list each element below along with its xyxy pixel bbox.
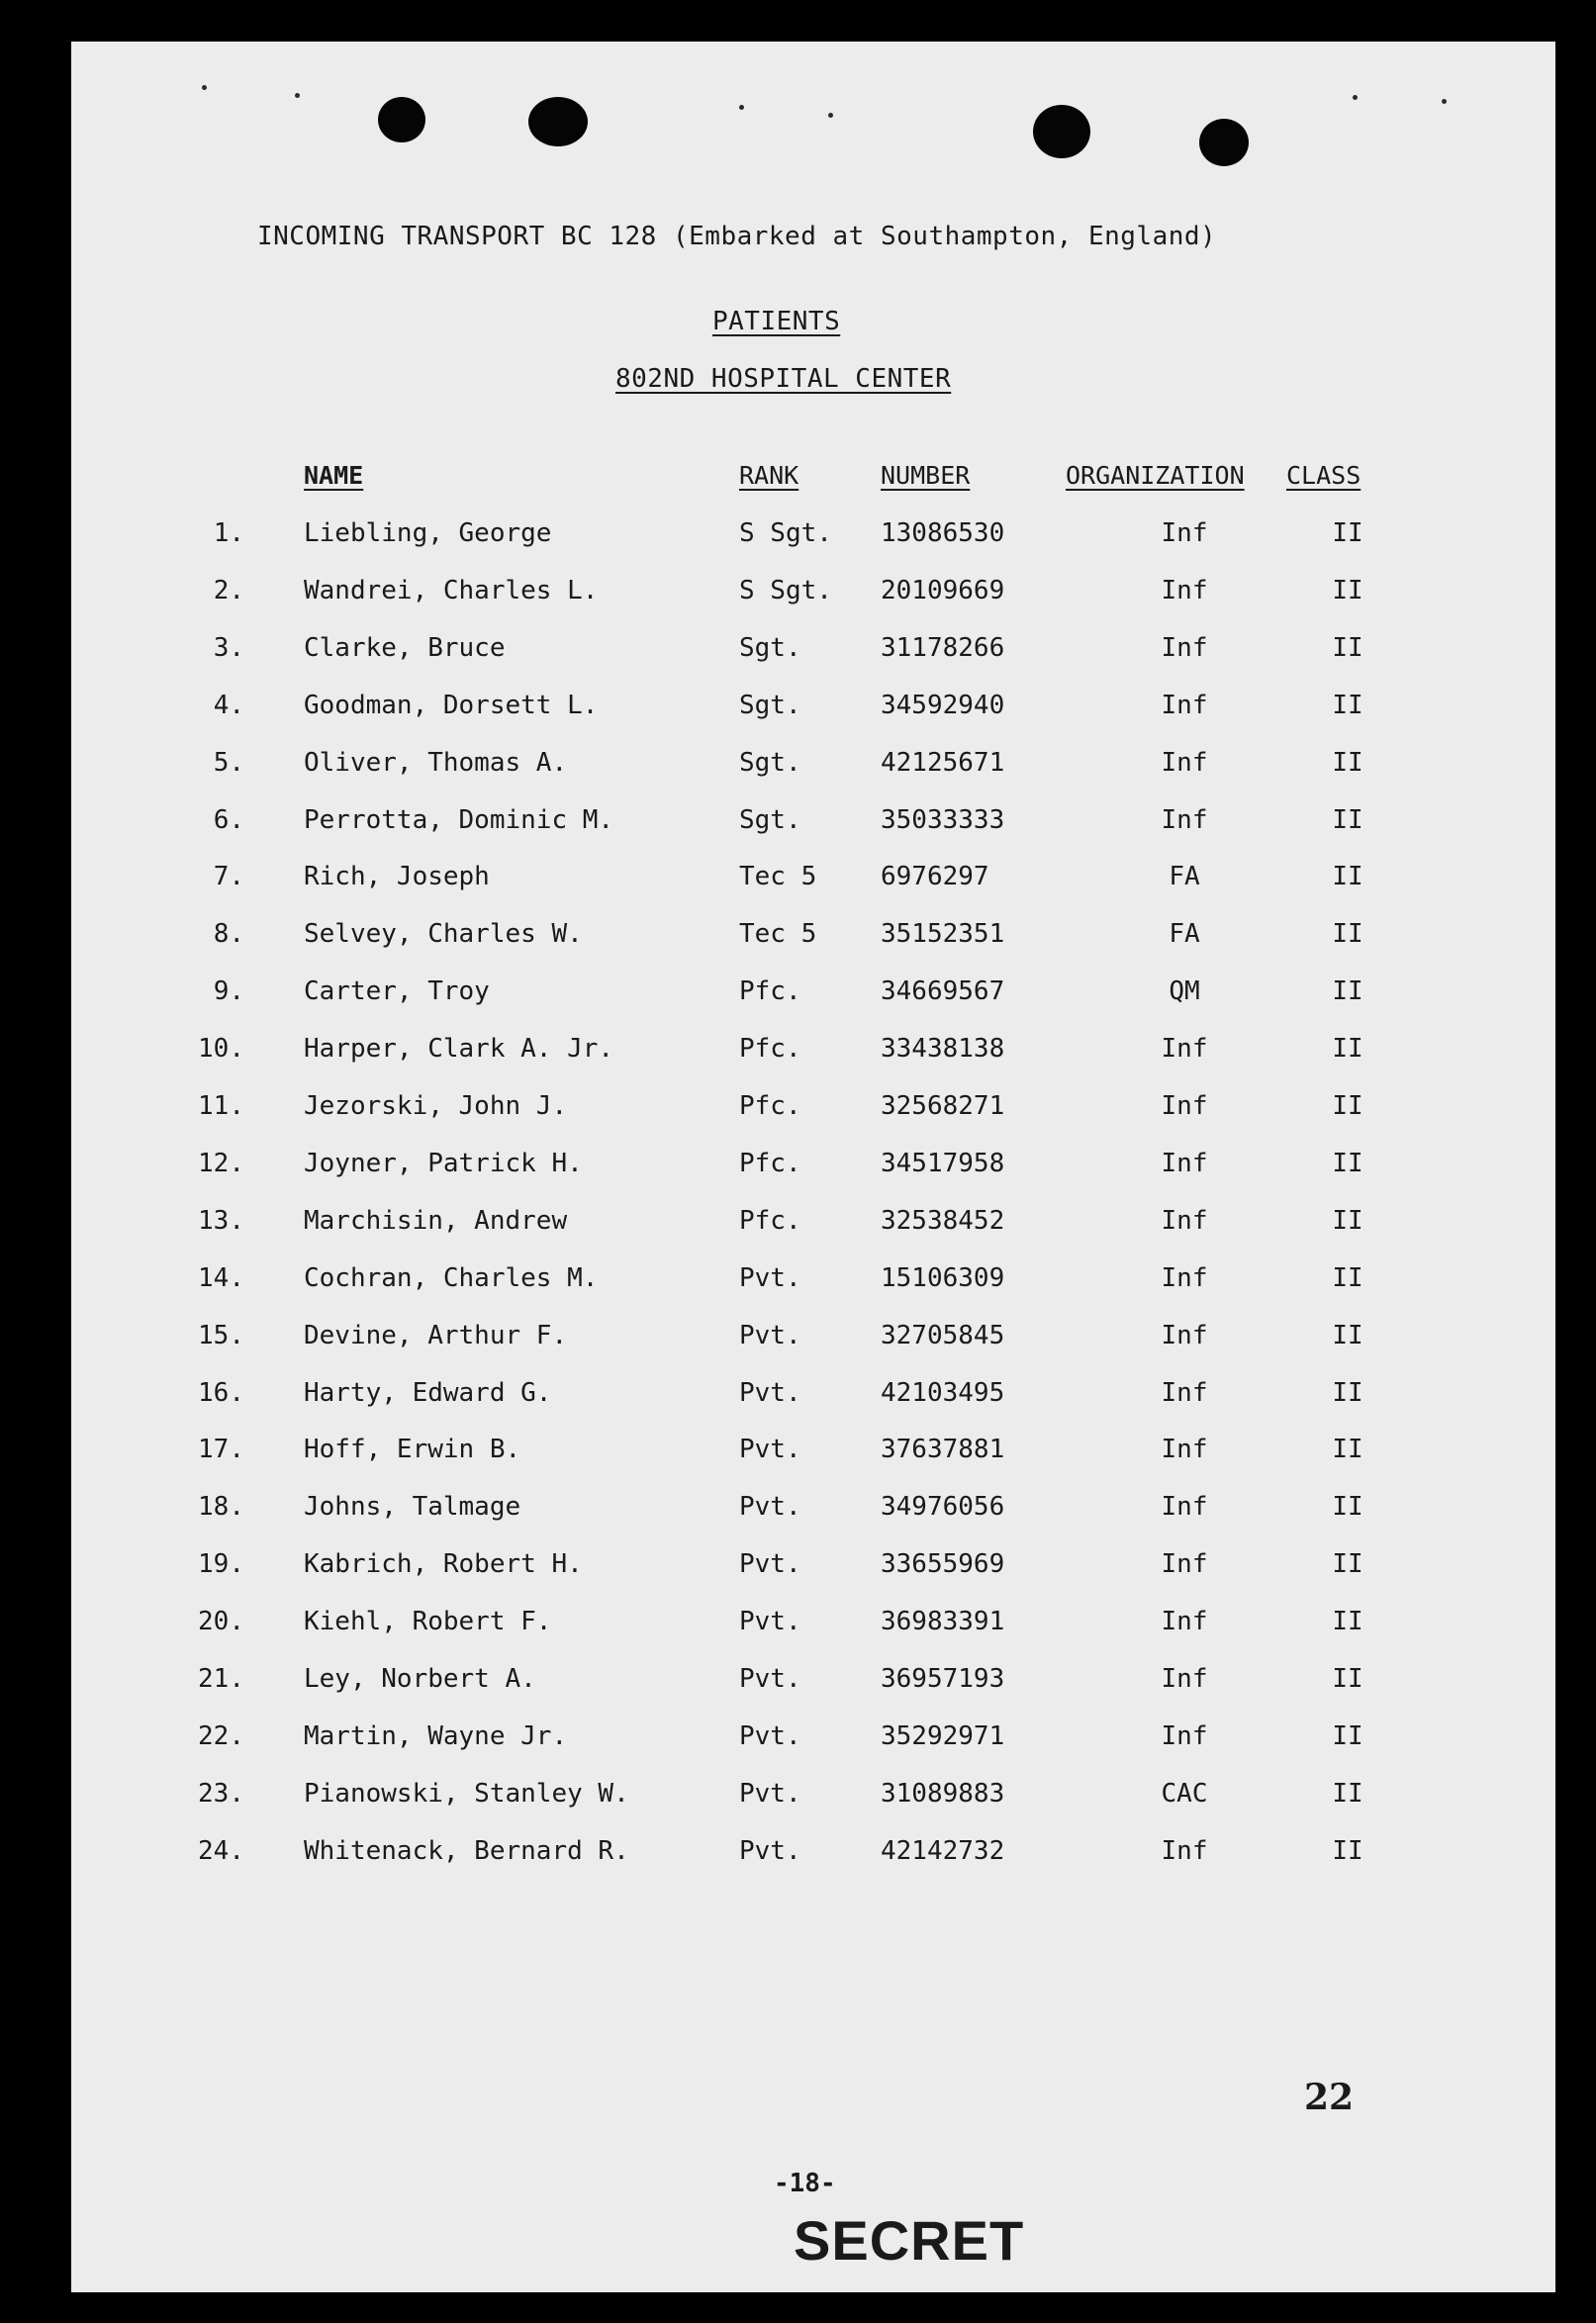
patient-rank: Pvt.: [739, 1262, 801, 1293]
patient-rank: Pvt.: [739, 1607, 801, 1637]
patient-class: II: [1332, 1320, 1363, 1350]
patient-rank: Pfc.: [739, 976, 801, 1007]
patient-name: Harper, Clark A. Jr.: [304, 1034, 614, 1065]
patient-name: Harty, Edward G.: [304, 1377, 552, 1408]
paper-speck: [1353, 95, 1358, 100]
table-row: [71, 1435, 1555, 1474]
organization: Inf: [1161, 804, 1208, 835]
patient-name: Joyner, Patrick H.: [304, 1148, 583, 1178]
table-row: [71, 576, 1555, 615]
classification-stamp: SECRET: [794, 2209, 1025, 2272]
patient-class: II: [1332, 1435, 1363, 1465]
serial-number: 15106309: [881, 1262, 1005, 1293]
organization: Inf: [1161, 690, 1208, 720]
patient-name: Selvey, Charles W.: [304, 919, 583, 950]
patient-class: II: [1332, 690, 1363, 720]
row-index: 19.: [198, 1549, 244, 1580]
patient-rank: Pfc.: [739, 1034, 801, 1065]
patient-name: Devine, Arthur F.: [304, 1320, 568, 1350]
patient-name: Liebling, George: [304, 518, 552, 548]
patient-rank: Pvt.: [739, 1377, 801, 1408]
serial-number: 36983391: [881, 1607, 1005, 1637]
patient-name: Perrotta, Dominic M.: [304, 804, 614, 835]
table-row: [71, 1836, 1555, 1876]
serial-number: 34592940: [881, 690, 1005, 720]
row-index: 23.: [198, 1778, 244, 1809]
table-row: [71, 1378, 1555, 1418]
patient-class: II: [1332, 1262, 1363, 1293]
table-row: [71, 862, 1555, 901]
row-index: 13.: [198, 1205, 244, 1236]
serial-number: 34517958: [881, 1148, 1005, 1178]
patient-rank: Sgt.: [739, 690, 801, 720]
patient-rank: Pvt.: [739, 1435, 801, 1465]
serial-number: 37637881: [881, 1435, 1005, 1465]
patient-rank: Pvt.: [739, 1664, 801, 1694]
patient-class: II: [1332, 804, 1363, 835]
organization: Inf: [1161, 1034, 1208, 1065]
serial-number: 31178266: [881, 632, 1005, 663]
patient-class: II: [1332, 1835, 1363, 1866]
organization: QM: [1169, 976, 1200, 1007]
patient-class: II: [1332, 1091, 1363, 1121]
serial-number: 36957193: [881, 1664, 1005, 1694]
column-header-organization: ORGANIZATION: [1066, 461, 1245, 490]
patient-rank: Tec 5: [739, 919, 817, 950]
serial-number: 6976297: [881, 862, 989, 892]
punch-hole: [1199, 119, 1249, 166]
patient-name: Clarke, Bruce: [304, 632, 506, 663]
row-index: 15.: [198, 1320, 244, 1350]
row-index: 4.: [213, 690, 244, 720]
paper-speck: [1442, 99, 1447, 104]
organization: Inf: [1161, 1720, 1208, 1751]
column-header-rank: RANK: [739, 461, 799, 490]
paper-speck: [295, 93, 300, 98]
serial-number: 34669567: [881, 976, 1005, 1007]
patient-name: Johns, Talmage: [304, 1492, 521, 1523]
serial-number: 20109669: [881, 575, 1005, 605]
patient-class: II: [1332, 1720, 1363, 1751]
patient-rank: Pvt.: [739, 1720, 801, 1751]
table-row: [71, 919, 1555, 959]
organization: Inf: [1161, 575, 1208, 605]
row-index: 20.: [198, 1607, 244, 1637]
organization: Inf: [1161, 632, 1208, 663]
patient-class: II: [1332, 1034, 1363, 1065]
patient-class: II: [1332, 1205, 1363, 1236]
table-row: [71, 1206, 1555, 1246]
transport-header: INCOMING TRANSPORT BC 128 (Embarked at Southampton, England): [257, 222, 1217, 251]
patient-name: Cochran, Charles M.: [304, 1262, 599, 1293]
row-index: 24.: [198, 1835, 244, 1866]
patient-rank: Pvt.: [739, 1778, 801, 1809]
serial-number: 42125671: [881, 747, 1005, 778]
row-index: 18.: [198, 1492, 244, 1523]
patient-rank: Pvt.: [739, 1320, 801, 1350]
patient-rank: Pvt.: [739, 1492, 801, 1523]
organization: CAC: [1161, 1778, 1208, 1809]
organization: Inf: [1161, 1492, 1208, 1523]
patient-name: Carter, Troy: [304, 976, 490, 1007]
row-index: 8.: [213, 919, 244, 950]
patient-class: II: [1332, 575, 1363, 605]
table-row: [71, 518, 1555, 558]
patient-class: II: [1332, 1664, 1363, 1694]
organization: Inf: [1161, 1835, 1208, 1866]
table-row: [71, 1607, 1555, 1646]
organization: Inf: [1161, 1091, 1208, 1121]
table-row: [71, 1664, 1555, 1704]
patient-class: II: [1332, 747, 1363, 778]
serial-number: 35292971: [881, 1720, 1005, 1751]
patient-class: II: [1332, 862, 1363, 892]
serial-number: 31089883: [881, 1778, 1005, 1809]
organization: FA: [1169, 862, 1200, 892]
paper-speck: [828, 113, 833, 118]
table-row: [71, 748, 1555, 788]
organization: Inf: [1161, 1148, 1208, 1178]
table-row: [71, 1779, 1555, 1818]
row-index: 12.: [198, 1148, 244, 1178]
organization: Inf: [1161, 1664, 1208, 1694]
patient-class: II: [1332, 976, 1363, 1007]
row-index: 6.: [213, 804, 244, 835]
organization: Inf: [1161, 1262, 1208, 1293]
row-index: 14.: [198, 1262, 244, 1293]
table-row: [71, 633, 1555, 673]
patient-class: II: [1332, 518, 1363, 548]
organization: FA: [1169, 919, 1200, 950]
patient-name: Wandrei, Charles L.: [304, 575, 599, 605]
footer-page-number: -18-: [774, 2169, 836, 2198]
organization: Inf: [1161, 1320, 1208, 1350]
row-index: 11.: [198, 1091, 244, 1121]
organization: Inf: [1161, 1377, 1208, 1408]
column-header-name: NAME: [304, 461, 364, 490]
table-row: [71, 1149, 1555, 1188]
serial-number: 32568271: [881, 1091, 1005, 1121]
patient-rank: S Sgt.: [739, 575, 832, 605]
table-row: [71, 1549, 1555, 1589]
table-row: [71, 976, 1555, 1016]
serial-number: 35033333: [881, 804, 1005, 835]
organization: Inf: [1161, 1549, 1208, 1580]
paper-speck: [739, 105, 744, 110]
row-index: 17.: [198, 1435, 244, 1465]
patient-class: II: [1332, 1148, 1363, 1178]
row-index: 9.: [213, 976, 244, 1007]
patient-rank: Sgt.: [739, 747, 801, 778]
patient-name: Ley, Norbert A.: [304, 1664, 536, 1694]
patient-name: Kabrich, Robert H.: [304, 1549, 583, 1580]
hospital-center-title: 802ND HOSPITAL CENTER: [615, 364, 952, 394]
patient-rank: S Sgt.: [739, 518, 832, 548]
row-index: 21.: [198, 1664, 244, 1694]
row-index: 22.: [198, 1720, 244, 1751]
patient-name: Whitenack, Bernard R.: [304, 1835, 629, 1866]
organization: Inf: [1161, 1205, 1208, 1236]
serial-number: 33655969: [881, 1549, 1005, 1580]
table-row: [71, 691, 1555, 730]
punch-hole: [528, 97, 588, 146]
row-index: 2.: [213, 575, 244, 605]
row-index: 10.: [198, 1034, 244, 1065]
patient-class: II: [1332, 632, 1363, 663]
organization: Inf: [1161, 518, 1208, 548]
table-row: [71, 1034, 1555, 1073]
patient-rank: Pvt.: [739, 1549, 801, 1580]
row-index: 16.: [198, 1377, 244, 1408]
serial-number: 42103495: [881, 1377, 1005, 1408]
patient-rank: Sgt.: [739, 632, 801, 663]
organization: Inf: [1161, 747, 1208, 778]
patient-class: II: [1332, 1377, 1363, 1408]
patient-rank: Pfc.: [739, 1091, 801, 1121]
patient-name: Rich, Joseph: [304, 862, 490, 892]
patient-rank: Tec 5: [739, 862, 817, 892]
patient-class: II: [1332, 1492, 1363, 1523]
table-row: [71, 1263, 1555, 1303]
punch-hole: [378, 97, 425, 142]
paper-speck: [202, 85, 207, 90]
patient-class: II: [1332, 1549, 1363, 1580]
table-row: [71, 1321, 1555, 1360]
serial-number: 42142732: [881, 1835, 1005, 1866]
punch-hole: [1033, 105, 1090, 158]
column-header-class: CLASS: [1286, 461, 1361, 490]
patient-rank: Pfc.: [739, 1148, 801, 1178]
patient-name: Goodman, Dorsett L.: [304, 690, 599, 720]
row-index: 1.: [213, 518, 244, 548]
patient-name: Jezorski, John J.: [304, 1091, 568, 1121]
table-row: [71, 1721, 1555, 1761]
patient-name: Kiehl, Robert F.: [304, 1607, 552, 1637]
row-index: 7.: [213, 862, 244, 892]
row-index: 5.: [213, 747, 244, 778]
serial-number: 32705845: [881, 1320, 1005, 1350]
serial-number: 35152351: [881, 919, 1005, 950]
patient-rank: Pfc.: [739, 1205, 801, 1236]
table-row: [71, 1091, 1555, 1131]
serial-number: 34976056: [881, 1492, 1005, 1523]
patient-name: Hoff, Erwin B.: [304, 1435, 521, 1465]
patient-class: II: [1332, 1778, 1363, 1809]
document-page: [71, 42, 1555, 2292]
section-title: PATIENTS: [712, 307, 841, 336]
patient-class: II: [1332, 1607, 1363, 1637]
row-index: 3.: [213, 632, 244, 663]
patient-rank: Pvt.: [739, 1835, 801, 1866]
patient-name: Pianowski, Stanley W.: [304, 1778, 629, 1809]
page-number: 22: [1304, 2077, 1355, 2118]
serial-number: 13086530: [881, 518, 1005, 548]
organization: Inf: [1161, 1607, 1208, 1637]
serial-number: 33438138: [881, 1034, 1005, 1065]
serial-number: 32538452: [881, 1205, 1005, 1236]
patient-name: Martin, Wayne Jr.: [304, 1720, 568, 1751]
column-header-number: NUMBER: [881, 461, 971, 490]
table-row: [71, 1492, 1555, 1532]
patient-name: Marchisin, Andrew: [304, 1205, 568, 1236]
table-row: [71, 805, 1555, 845]
organization: Inf: [1161, 1435, 1208, 1465]
patient-rank: Sgt.: [739, 804, 801, 835]
patient-class: II: [1332, 919, 1363, 950]
patient-name: Oliver, Thomas A.: [304, 747, 568, 778]
